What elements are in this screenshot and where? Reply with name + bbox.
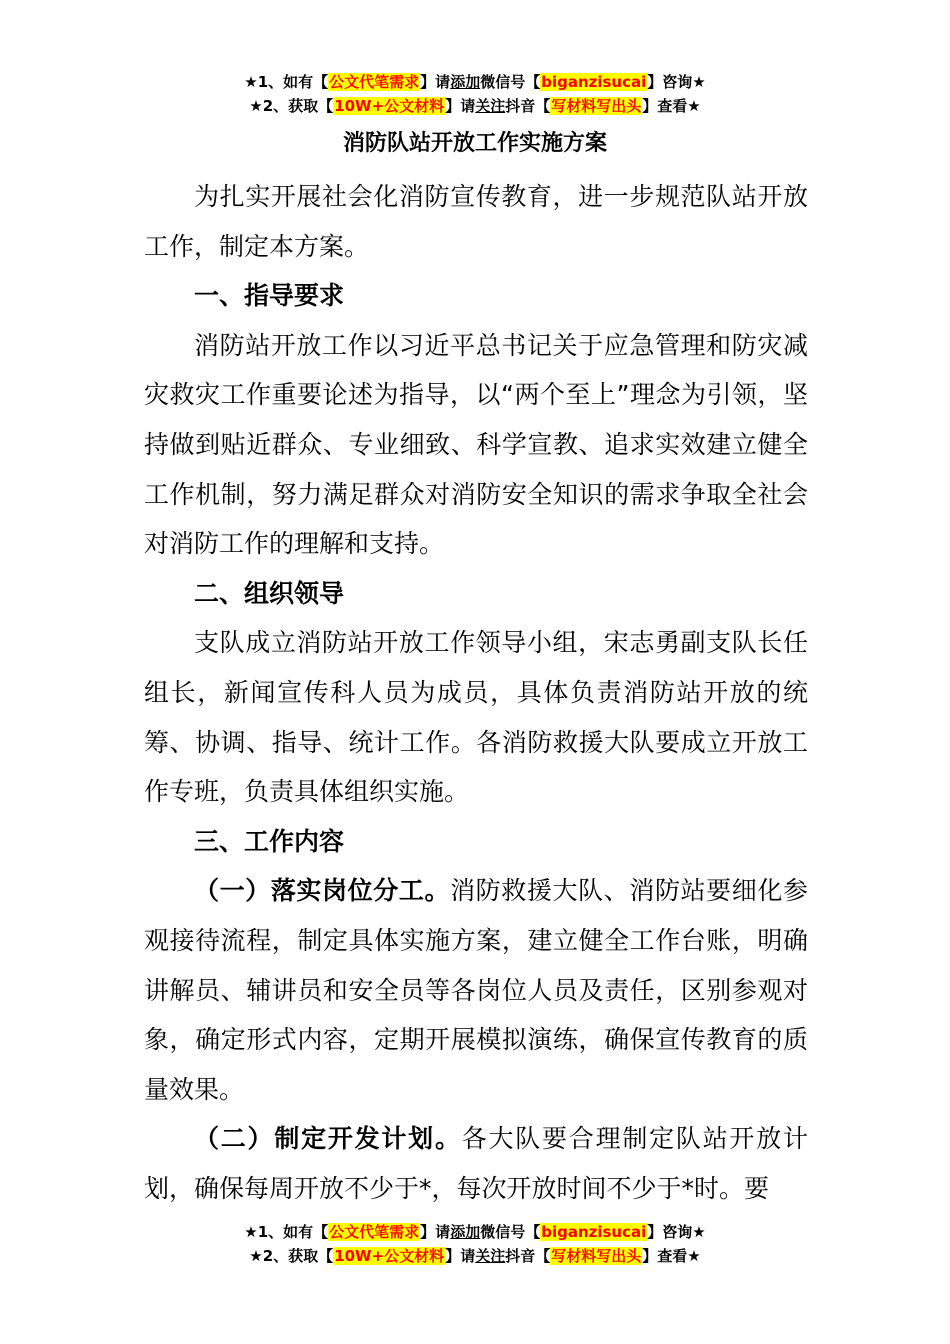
banner-line-1 xyxy=(0,1220,950,1244)
highlight-text: biganzisucai xyxy=(541,73,647,91)
section-heading: 一、指导要求 xyxy=(194,281,345,311)
highlight-text: 公文代笔需求 xyxy=(329,1223,420,1241)
banner-text: 】请 xyxy=(445,97,476,115)
highlight-text: 10W+公文材料 xyxy=(334,1247,445,1265)
banner-text: 】请 xyxy=(445,1247,476,1265)
banner-text: ★1、如有【 xyxy=(244,73,329,91)
banner-text: 】咨询★ xyxy=(647,73,706,91)
highlight-text: biganzisucai xyxy=(541,1223,647,1241)
item-lead: （二）制定开发计划。 xyxy=(194,1124,462,1154)
banner-text: 】请 xyxy=(420,73,451,91)
banner-line-2 xyxy=(0,94,950,118)
banner-text: 】咨询★ xyxy=(647,1223,706,1241)
underlined-text: 关注 xyxy=(475,97,506,115)
banner-text: 】查看★ xyxy=(642,1247,701,1265)
highlight-text: 10W+公文材料 xyxy=(334,97,445,115)
highlight-text: 写材料写出头 xyxy=(551,1247,642,1265)
banner-text: ★2、获取【 xyxy=(249,97,334,115)
banner-line-2 xyxy=(0,1244,950,1268)
underlined-text: 添加 xyxy=(450,1223,481,1241)
section-heading: 三、工作内容 xyxy=(194,826,345,856)
document-body xyxy=(144,172,808,1213)
banner-text: ★2、获取【 xyxy=(249,1247,334,1265)
intro-paragraph: 为扎实开展社会化消防宣传教育，进一步规范队站开放工作，制定本方案。 xyxy=(144,182,808,261)
section-paragraph: 消防站开放工作以习近平总书记关于应急管理和防灾减灾救灾工作重要论述为指导，以“两个至上”理念为引领，坚持做到贴近群众、专业细致、科学宣教、追求实效建立健全工作机制，努力满足群众对消防安全知识的需求争取全社会对消防工作的理解和支持。 xyxy=(144,330,808,559)
banner-text: 微信号【 xyxy=(480,1223,541,1241)
highlight-text: 公文代笔需求 xyxy=(329,73,420,91)
highlight-text: 写材料写出头 xyxy=(551,97,642,115)
item-text: 各大队要合理制定队站开放计划，确保每周开放不少于*，每次开放时间不少于*时。要 xyxy=(144,1124,808,1203)
item-lead: （一）落实岗位分工。 xyxy=(194,876,451,906)
document-title: 消防队站开放工作实施方案 xyxy=(342,131,607,156)
banner-text: 抖音【 xyxy=(505,1247,551,1265)
section-paragraph xyxy=(144,866,808,1114)
banner-line-1 xyxy=(0,70,950,94)
section-heading: 二、组织领导 xyxy=(194,578,345,608)
section-paragraph: 支队成立消防站开放工作领导小组，宋志勇副支队长任组长，新闻宣传科人员为成员，具体负责消防站开放的统筹、协调、指导、统计工作。各消防救援大队要成立开放工作专班，负责具体组织实施。 xyxy=(144,628,808,807)
banner-text: 】请 xyxy=(420,1223,451,1241)
footer-banner xyxy=(0,1220,950,1268)
banner-text: 微信号【 xyxy=(480,73,541,91)
underlined-text: 添加 xyxy=(450,73,481,91)
banner-text: 】查看★ xyxy=(642,97,701,115)
underlined-text: 关注 xyxy=(475,1247,506,1265)
section-paragraph xyxy=(144,1114,808,1213)
item-text: 消防救援大队、消防站要细化参观接待流程，制定具体实施方案，建立健全工作台账，明确讲解员、辅讲员和安全员等各岗位人员及责任，区别参观对象，确定形式内容，定期开展模拟演练，确保宣传教育的质量效果。 xyxy=(144,876,808,1104)
banner-text: ★1、如有【 xyxy=(244,1223,329,1241)
header-banner xyxy=(0,70,950,118)
banner-text: 抖音【 xyxy=(505,97,551,115)
